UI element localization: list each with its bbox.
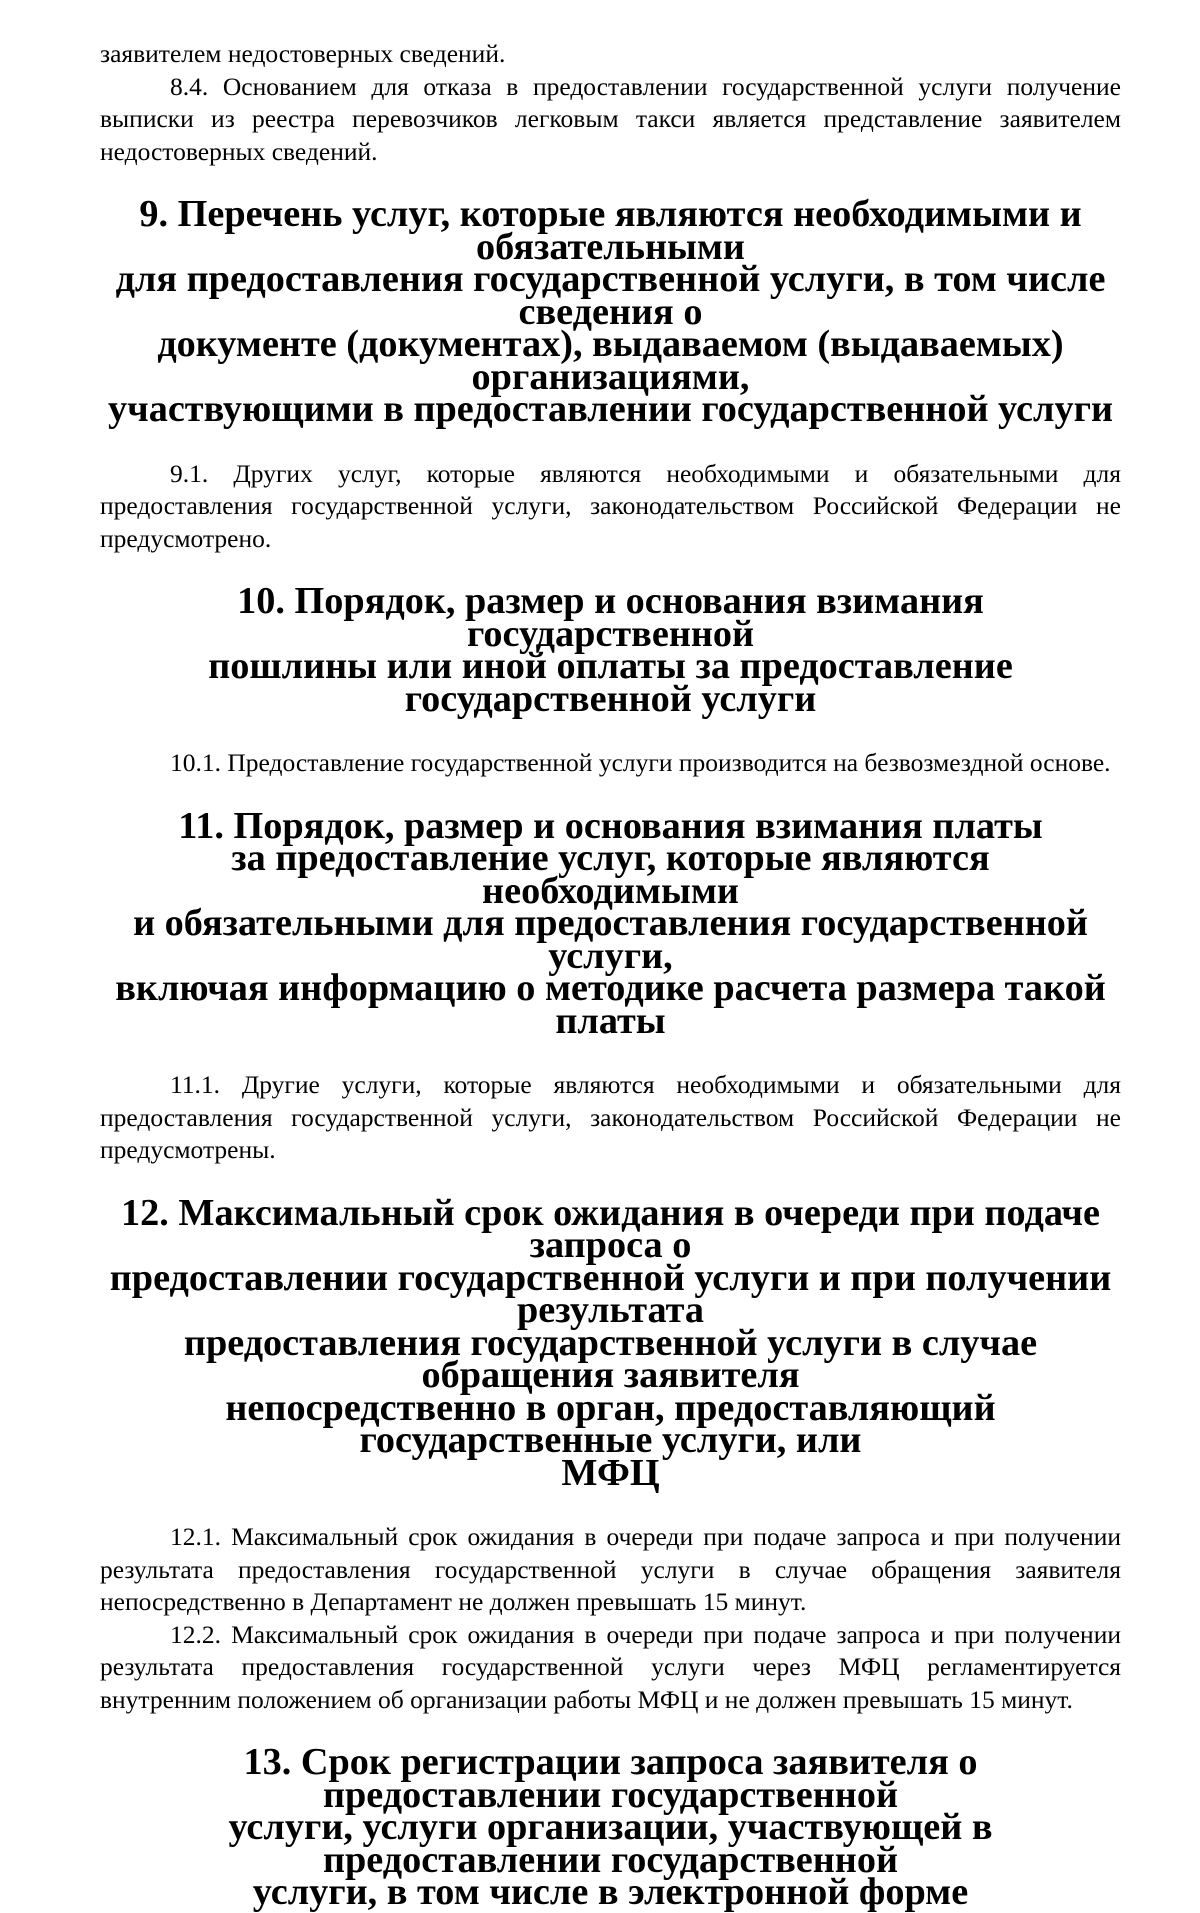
heading-line: предоставлении государственной услуги и при получении результата [109,1256,1112,1331]
paragraph-continuation: заявителем недостоверных сведений. [100,39,506,68]
heading-line: услуги, в том числе в электронной форме [252,1871,969,1913]
heading-line: 12. Максимальный срок ожидания в очереди при подаче запроса о [121,1191,1100,1266]
paragraph-11-1: 11.1. Другие услуги, которые являются необходимыми и обязательными для предоставления государственной услуги, законодательством Российской Федерации не предусмотрены. [100,1070,1121,1164]
heading-line: 10. Порядок, размер и основания взимания государственной [237,580,984,655]
paragraph-10-1: 10.1. Предоставление государственной услуги производится на безвозмездной основе. [170,748,1111,777]
heading-line: непосредственно в орган, предоставляющий государственные услуги, или [225,1386,996,1461]
heading-section-10 [100,580,1121,720]
heading-line: включая информацию о методике расчета размера такой платы [115,967,1106,1042]
heading-line: услуги, услуги организации, участвующей в предоставлении государственной [228,1806,993,1881]
heading-line: и обязательными для предоставления государственной услуги, [133,902,1088,977]
paragraph-12-2: 12.2. Максимальный срок ожидания в очереди при подаче запроса и при получении результата предоставления государственной услуги через МФЦ регламентируется внутренним положением об организации работы МФЦ и не должен превышать 15 минут. [100,1619,1121,1714]
paragraph-9-1: 9.1. Других услуг, которые являются необходимыми и обязательными для предоставления государственной услуги, законодательством Российской Федерации не предусмотрено. [100,458,1121,553]
heading-line: участвующими в предоставлении государственной услуги [108,388,1113,430]
heading-section-11 [100,804,1121,1042]
heading-section-13 [100,1741,1121,1913]
heading-section-12 [100,1191,1121,1494]
heading-line: документе (документах), выдаваемом (выдаваемых) организациями, [157,323,1064,398]
heading-line: МФЦ [561,1451,660,1494]
heading-line: для предоставления государственной услуги, в том числе сведения о [115,258,1106,333]
heading-line: государственной услуги [404,677,817,720]
heading-line: за предоставление услуг, которые являются необходимыми [231,837,990,912]
heading-line: предоставления государственной услуги в случае обращения заявителя [183,1321,1038,1396]
heading-line: 11. Порядок, размер и основания взимания платы [178,804,1043,847]
paragraph-8-4: 8.4. Основанием для отказа в предоставлении государственной услуги получение выписки из реестра перевозчиков легковым такси является представление заявителем недостоверных сведений. [100,71,1121,166]
heading-section-9 [100,193,1121,430]
heading-line: пошлины или иной оплаты за предоставление [208,645,1013,687]
paragraph-12-1: 12.1. Максимальный срок ожидания в очереди при подаче запроса и при получении результата предоставления государственной услуги в случае обращения заявителя непосредственно в Департамент не должен превышать 15 минут. [100,1522,1121,1616]
heading-line: 9. Перечень услуг, которые являются необходимыми и обязательными [139,193,1082,268]
heading-line: 13. Срок регистрации запроса заявителя о предоставлении государственной [243,1741,978,1816]
